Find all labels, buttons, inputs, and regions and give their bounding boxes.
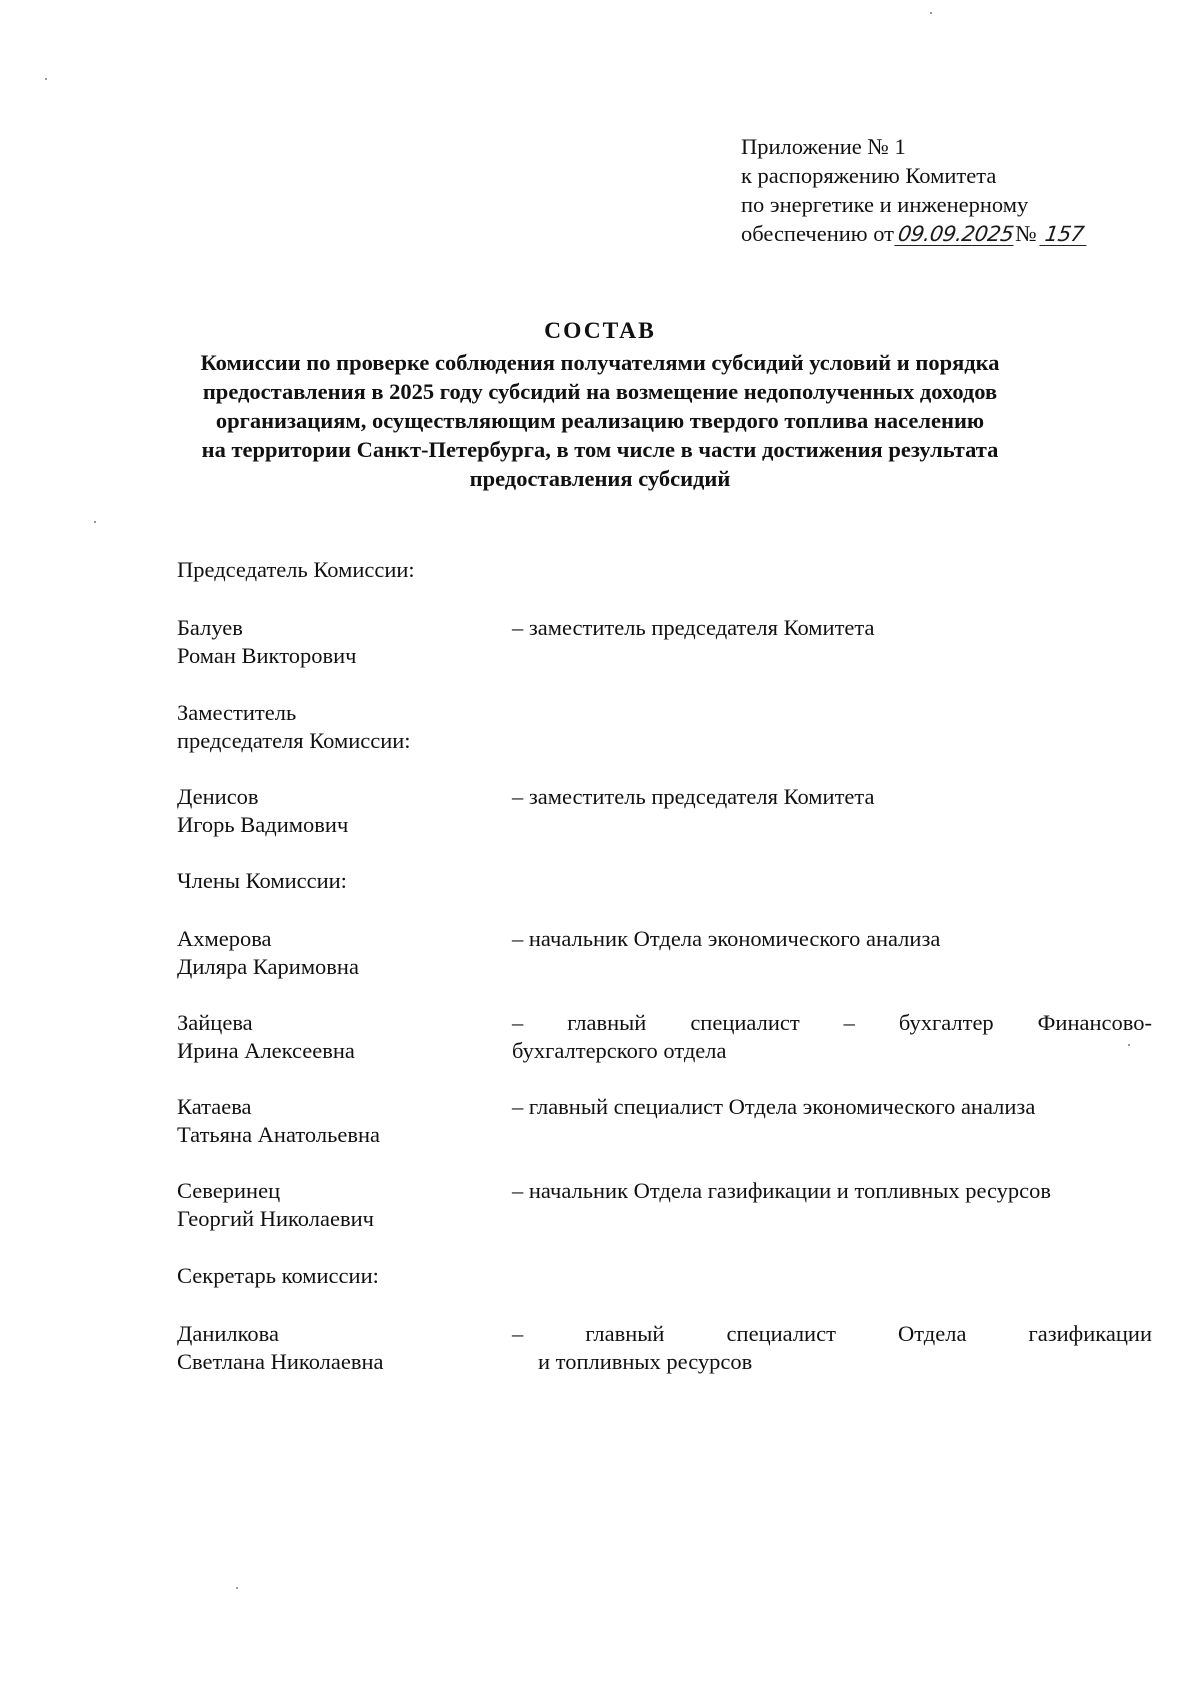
member-name — [177, 614, 356, 670]
subtitle-line: предоставления в 2025 году субсидий на возмещение недополученных доходов — [202, 379, 998, 404]
member-surname: Катаева — [177, 1094, 252, 1119]
secretary-label: Секретарь комиссии: — [177, 1263, 379, 1288]
subtitle-line: на территории Санкт-Петербурга, в том числе в части достижения результата — [201, 437, 999, 462]
handwritten-date: 09.09.2025 — [896, 222, 1016, 246]
member-surname: Данилкова — [177, 1321, 279, 1346]
appendix-block — [741, 132, 1087, 248]
subtitle-line: предоставления субсидий — [469, 466, 731, 491]
member-name — [177, 1177, 374, 1233]
member-given-name: Игорь Вадимович — [177, 812, 349, 837]
member-position: – начальник Отдела экономического анализа — [512, 926, 941, 951]
member-position: – заместитель председателя Комитета — [512, 615, 875, 640]
member-surname: Ахмерова — [177, 926, 272, 951]
member-position: – главный специалист – бухгалтер Финансово- бухгалтерского отдела — [512, 1010, 1152, 1063]
member-position: – главный специалист Отдела экономического анализа — [512, 1094, 1036, 1119]
member-given-name: Роман Викторович — [177, 643, 357, 668]
appendix-line-3: по энергетике и инженерному — [741, 192, 1029, 217]
member-position: – заместитель председателя Комитета — [512, 784, 875, 809]
subtitle-line: Комиссии по проверке соблюдения получателями субсидий условий и порядка — [200, 350, 1000, 375]
subtitle-line: организациям, осуществляющим реализацию твердого топлива населению — [215, 408, 985, 433]
member-given-name: Ирина Алексеевна — [177, 1038, 355, 1063]
deputy-label-line-1: Заместитель — [177, 700, 297, 725]
member-surname: Северинец — [177, 1178, 281, 1203]
member-position: – главный специалист Отдела газификации и топливных ресурсов — [512, 1321, 1152, 1374]
member-name — [177, 1009, 355, 1065]
member-given-name: Диляра Каримовна — [177, 954, 359, 979]
deputy-label-line-2: председателя Комиссии: — [177, 728, 411, 753]
number-label: № — [1015, 221, 1037, 246]
members-label: Члены Комиссии: — [177, 868, 347, 893]
document-title: СОСТАВ — [544, 318, 656, 344]
handwritten-number: 157 — [1039, 223, 1089, 246]
member-given-name: Светлана Николаевна — [177, 1349, 384, 1374]
appendix-line-4-prefix: обеспечению от — [741, 221, 895, 246]
appendix-line-4 — [741, 219, 1087, 248]
scan-speck — [1128, 1044, 1130, 1046]
member-name — [177, 783, 348, 839]
member-given-name: Георгий Николаевич — [177, 1206, 374, 1231]
scan-speck — [236, 1587, 238, 1589]
scan-speck — [94, 521, 96, 523]
member-surname: Балуев — [177, 615, 243, 640]
member-surname: Зайцева — [177, 1010, 253, 1035]
appendix-line-1: Приложение № 1 — [741, 134, 906, 159]
member-given-name: Татьяна Анатольевна — [177, 1122, 380, 1147]
member-surname: Денисов — [177, 784, 259, 809]
member-name — [177, 1093, 380, 1149]
deputy-label — [177, 699, 411, 755]
member-name — [177, 1320, 384, 1376]
scan-speck — [930, 12, 932, 14]
member-position: – начальник Отдела газификации и топливных ресурсов — [512, 1178, 1052, 1203]
member-name — [177, 925, 359, 981]
appendix-line-2: к распоряжению Комитета — [741, 163, 997, 188]
chair-label: Председатель Комиссии: — [177, 557, 415, 582]
document-subtitle — [120, 348, 1080, 493]
scan-speck — [45, 78, 47, 80]
